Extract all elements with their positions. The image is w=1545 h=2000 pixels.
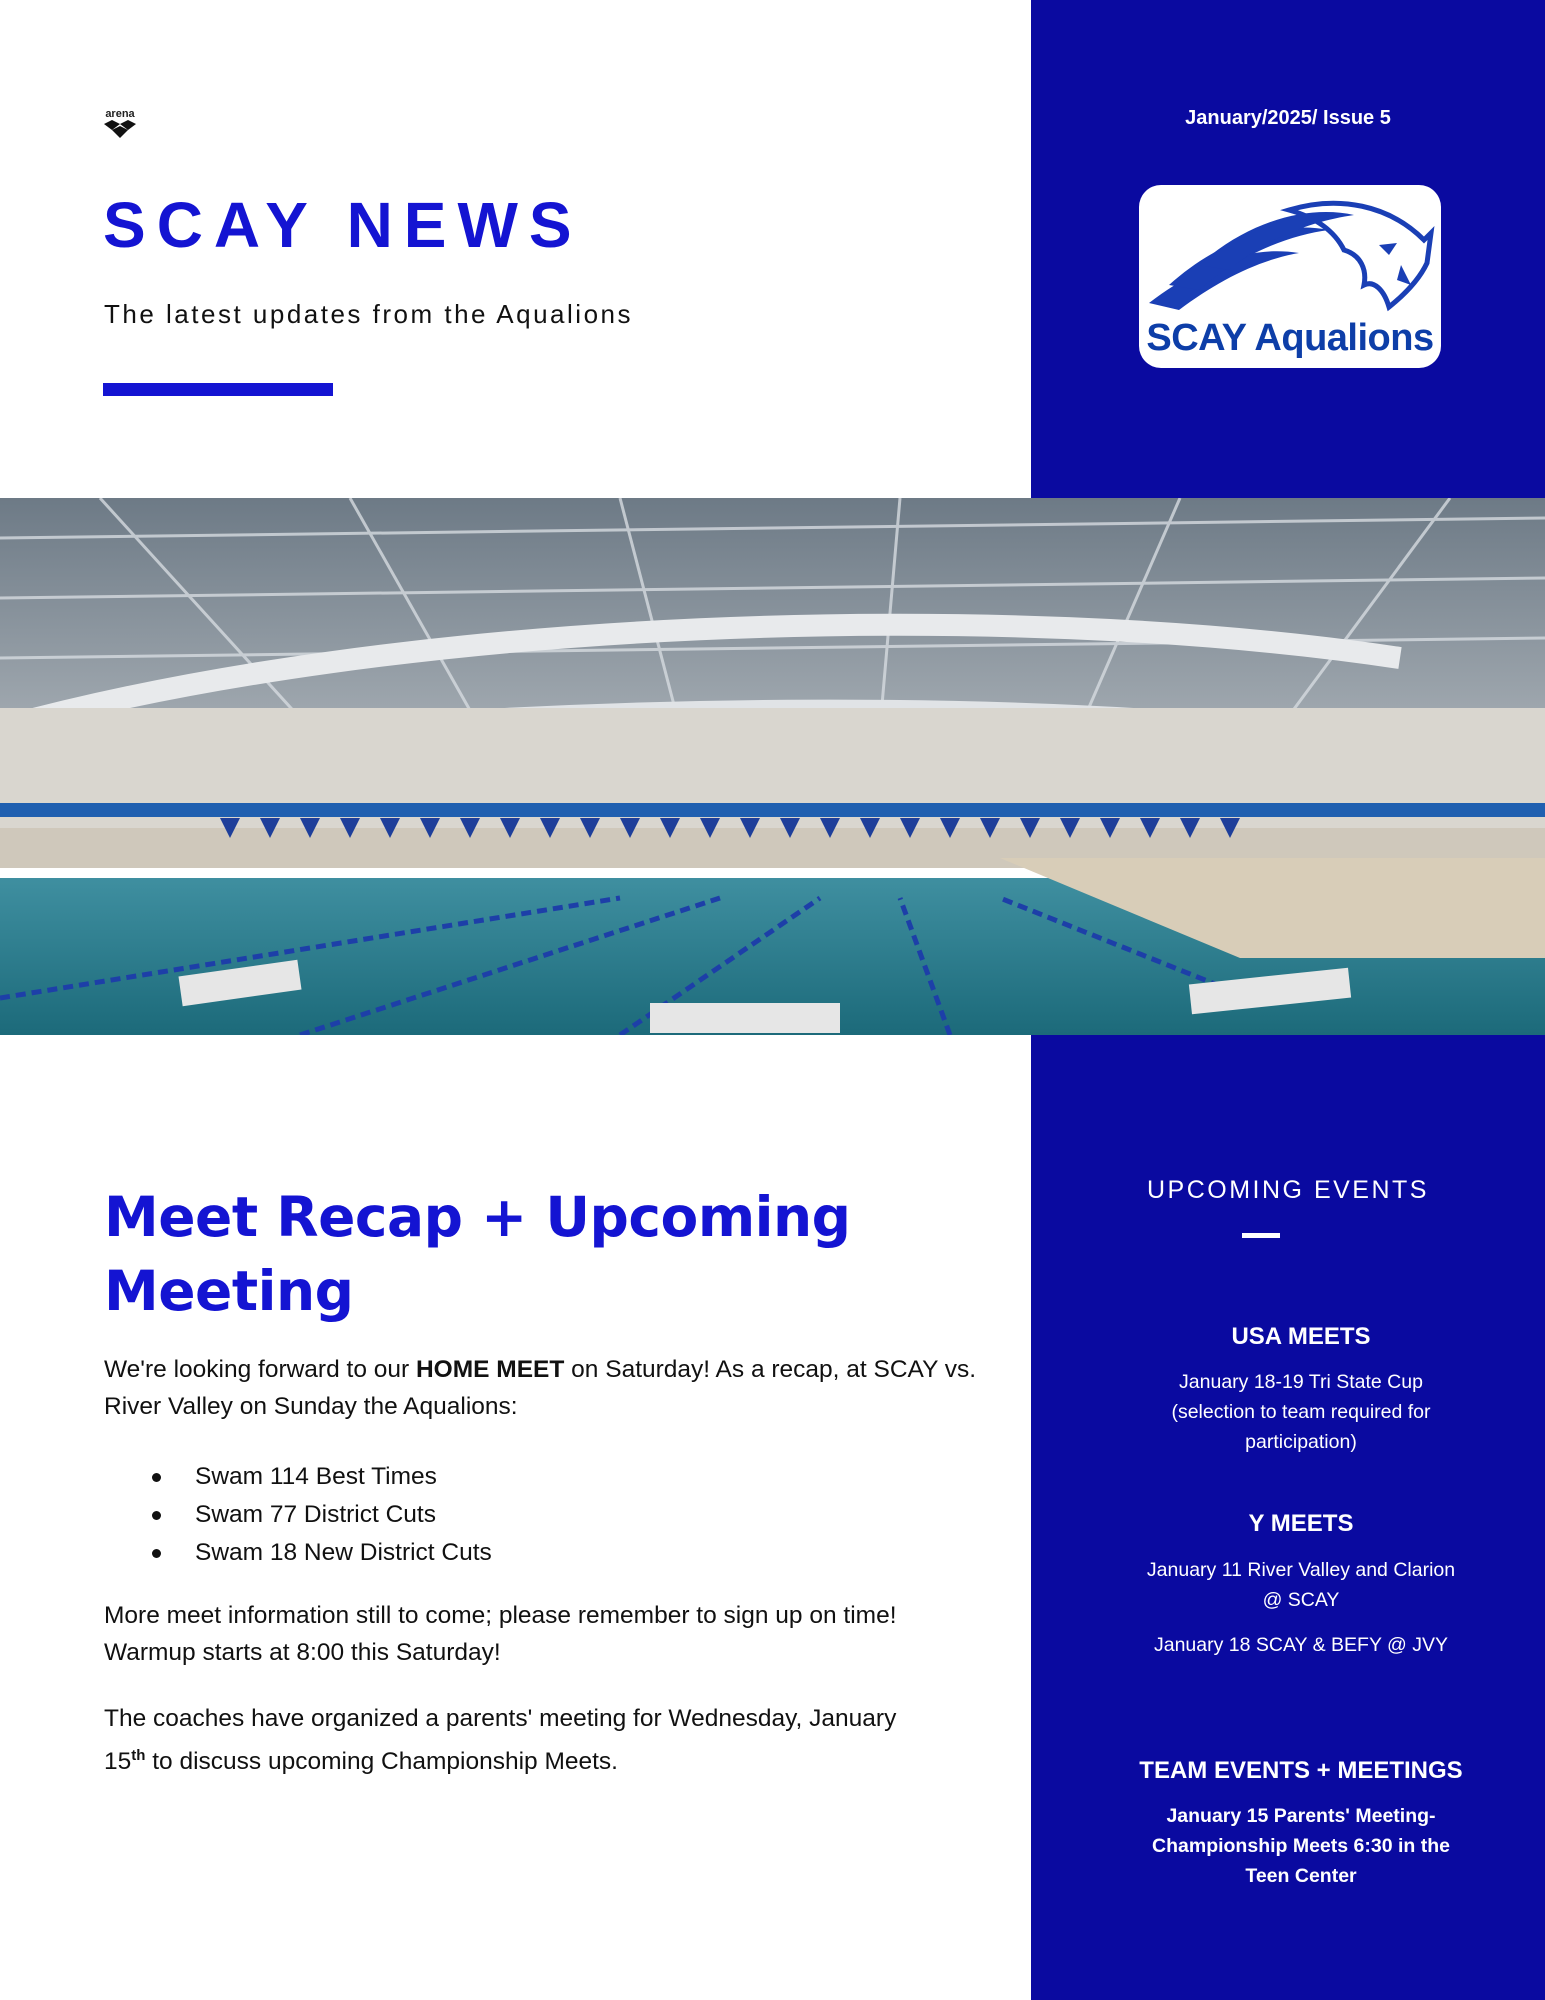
arena-diamond-icon [96, 108, 144, 142]
coaches-line-2 [104, 1737, 984, 1780]
list-item: Swam 114 Best Times [104, 1458, 492, 1496]
logo-text: SCAY Aqualions [1146, 317, 1434, 359]
upcoming-events-heading: UPCOMING EVENTS [1147, 1176, 1429, 1204]
list-item: Swam 18 New District Cuts [104, 1534, 492, 1572]
scay-aqualions-logo [1139, 185, 1441, 368]
team-events-section [1081, 1757, 1521, 1891]
y-meets-event-2: January 18 SCAY & BEFY @ JVY [1153, 1634, 1448, 1656]
list-item: Swam 77 District Cuts [104, 1496, 492, 1534]
newsletter-title: SCAY NEWS [103, 189, 583, 261]
newsletter-subtitle: The latest updates from the Aqualions [104, 299, 633, 329]
article-headline [104, 1180, 964, 1328]
usa-meets-line: January 18-19 Tri State Cup [1179, 1371, 1423, 1393]
team-events-heading: TEAM EVENTS + MEETINGS [1139, 1757, 1463, 1784]
pool-image [0, 498, 1545, 1035]
coaches-line-1: The coaches have organized a parents' meeting for Wednesday, January [104, 1705, 897, 1732]
usa-meets-details [1081, 1367, 1521, 1457]
more-info-line-1: More meet information still to come; please remember to sign up on time! [104, 1602, 897, 1629]
y-meets-line: January 11 River Valley and Clarion [1146, 1559, 1456, 1581]
team-events-line: Championship Meets 6:30 in the [1152, 1835, 1450, 1857]
recap-list [104, 1458, 492, 1572]
pool-photo [0, 498, 1545, 1035]
heading-dash [1242, 1233, 1280, 1238]
intro-paragraph [104, 1351, 984, 1425]
meeting-day: 15 [104, 1748, 132, 1776]
home-meet-emphasis: HOME MEET [415, 1356, 565, 1383]
coaches-paragraph [104, 1700, 984, 1780]
arena-logo [96, 108, 144, 142]
accent-bar [103, 383, 333, 396]
headline-line-1: Meet Recap + Upcoming [104, 1185, 851, 1249]
day-suffix: th [131, 1747, 146, 1764]
usa-meets-line: (selection to team required for [1171, 1401, 1431, 1423]
y-meets-event-1 [1081, 1555, 1521, 1615]
y-meets-heading: Y MEETS [1248, 1510, 1354, 1537]
usa-meets-section [1081, 1323, 1521, 1457]
usa-meets-line: participation) [1245, 1431, 1357, 1453]
coaches-line-2-text: to discuss upcoming Championship Meets. [145, 1748, 618, 1776]
intro-text-end: on Saturday! As a recap, at SCAY vs. River Valley on Sunday the Aqualions: [104, 1356, 977, 1420]
team-events-line: Teen Center [1245, 1865, 1357, 1887]
team-events-details [1081, 1801, 1521, 1891]
usa-meets-heading: USA MEETS [1231, 1323, 1371, 1350]
team-events-line: January 15 Parents' Meeting- [1166, 1805, 1436, 1827]
y-meets-line: @ SCAY [1262, 1589, 1340, 1611]
arena-wordmark: arena [105, 108, 135, 120]
headline-line-2: Meeting [104, 1259, 354, 1323]
issue-label: January/2025/ Issue 5 [1185, 107, 1391, 129]
more-info-line-2: Warmup starts at 8:00 this Saturday! [104, 1639, 501, 1666]
y-meets-section [1081, 1510, 1521, 1660]
more-info-paragraph [104, 1597, 984, 1671]
intro-text-start: We're looking forward to our [104, 1356, 416, 1383]
